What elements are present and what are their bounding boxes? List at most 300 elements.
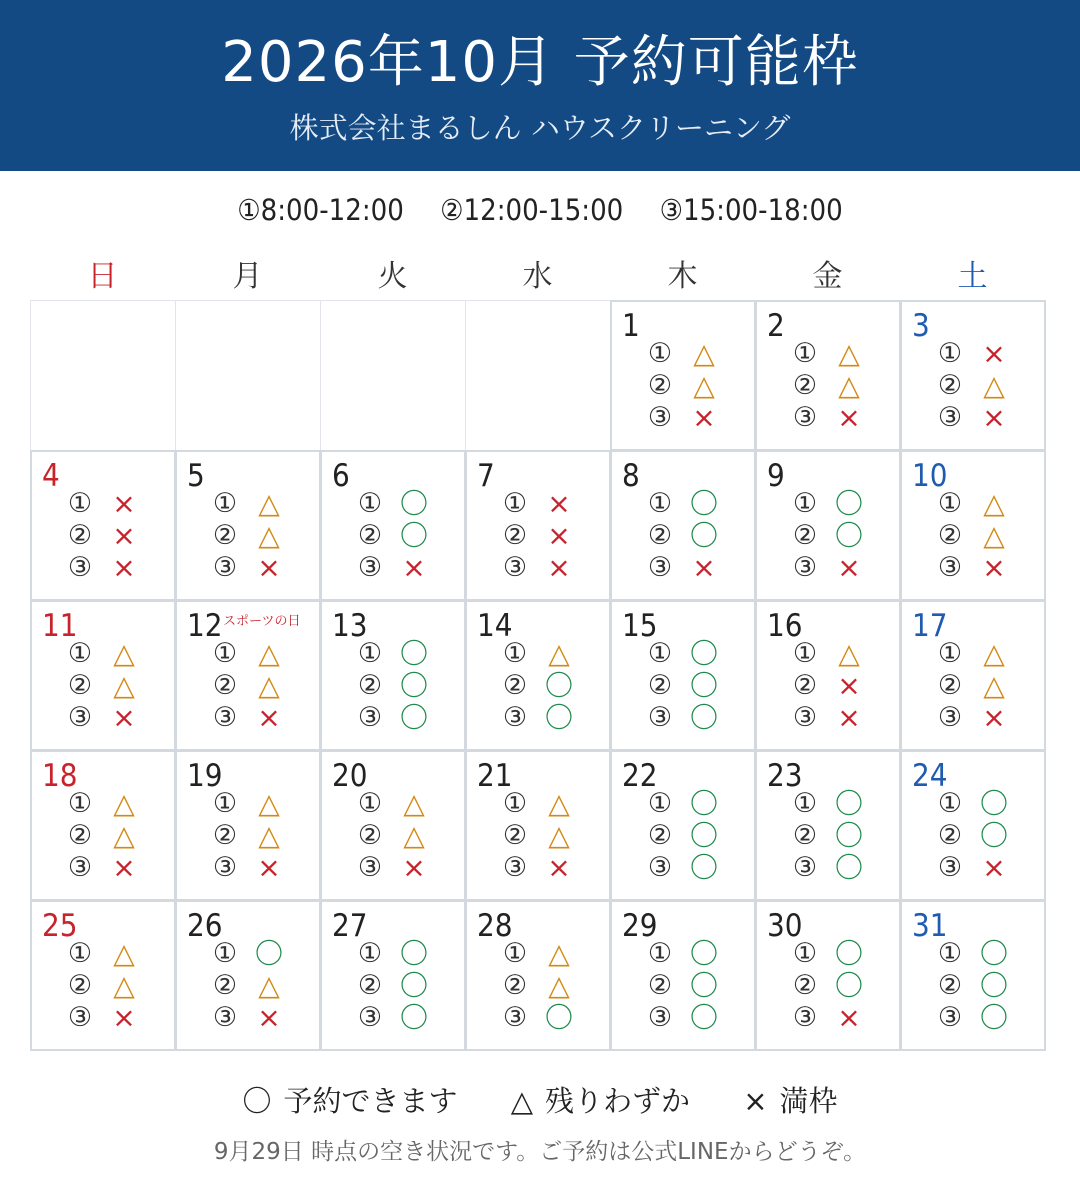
time-slot-3 bbox=[354, 702, 454, 734]
time-slot-3 bbox=[354, 552, 454, 584]
slot-number: ① bbox=[937, 338, 963, 369]
circle-icon: 〇 bbox=[689, 937, 718, 970]
cross-icon: × bbox=[837, 1001, 861, 1034]
slot-number: ③ bbox=[212, 852, 238, 883]
triangle-icon: △ bbox=[510, 1084, 533, 1118]
day-cell bbox=[610, 300, 756, 451]
slot-number: ① bbox=[937, 938, 963, 969]
time-slot-1 bbox=[934, 788, 1034, 820]
slot-number: ② bbox=[67, 670, 93, 701]
weekday-wed: 水 bbox=[522, 259, 553, 294]
cross-icon: × bbox=[692, 551, 716, 584]
day-number: 21 bbox=[477, 758, 513, 794]
circle-icon: 〇 bbox=[979, 1001, 1008, 1034]
time-slot-3 bbox=[789, 1002, 889, 1034]
triangle-icon: △ bbox=[113, 969, 135, 1002]
circle-icon: 〇 bbox=[399, 969, 428, 1002]
slot-number: ② bbox=[792, 820, 818, 851]
circle-icon: 〇 bbox=[544, 669, 573, 702]
circle-icon: 〇 bbox=[834, 519, 863, 552]
time-slot-1 bbox=[64, 938, 164, 970]
slot-number: ② bbox=[502, 520, 528, 551]
circle-icon: 〇 bbox=[544, 701, 573, 734]
slot-number: ② bbox=[937, 520, 963, 551]
circle-icon: 〇 bbox=[399, 637, 428, 670]
triangle-icon: △ bbox=[258, 819, 280, 852]
day-number: 6 bbox=[332, 458, 350, 494]
circle-icon: 〇 bbox=[689, 1001, 718, 1034]
time-slot-2 bbox=[789, 370, 889, 402]
empty-cell bbox=[465, 300, 611, 451]
slot-number: ③ bbox=[792, 402, 818, 433]
time-slot-2 bbox=[789, 970, 889, 1002]
slot-number: ① bbox=[792, 338, 818, 369]
slot-number: ② bbox=[67, 970, 93, 1001]
time-slot-2 bbox=[934, 370, 1034, 402]
time-slot-3 bbox=[499, 552, 599, 584]
time-slot-1 bbox=[644, 338, 744, 370]
circle-icon: 〇 bbox=[689, 669, 718, 702]
slot-number: ① bbox=[67, 488, 93, 519]
slot-number: ② bbox=[792, 520, 818, 551]
day-cell bbox=[610, 450, 756, 601]
slot-number: ① bbox=[67, 638, 93, 669]
time-slot-1 bbox=[499, 488, 599, 520]
day-cell bbox=[900, 300, 1046, 451]
cross-icon: × bbox=[112, 1001, 136, 1034]
slot-number: ③ bbox=[357, 852, 383, 883]
time-slot-2 bbox=[354, 820, 454, 852]
circle-icon: 〇 bbox=[834, 819, 863, 852]
slot-number: ③ bbox=[357, 1002, 383, 1033]
circle-icon: 〇 bbox=[242, 1084, 272, 1118]
slot-number: ① bbox=[647, 788, 673, 819]
slot-number: ① bbox=[647, 938, 673, 969]
triangle-icon: △ bbox=[983, 519, 1005, 552]
circle-icon: 〇 bbox=[834, 937, 863, 970]
cross-icon: × bbox=[112, 701, 136, 734]
circle-icon: 〇 bbox=[399, 669, 428, 702]
triangle-icon: △ bbox=[403, 787, 425, 820]
time-slot-1 bbox=[499, 638, 599, 670]
slot-number: ② bbox=[937, 670, 963, 701]
cross-icon: × bbox=[257, 1001, 281, 1034]
slot-number: ② bbox=[67, 820, 93, 851]
circle-icon: 〇 bbox=[689, 519, 718, 552]
time-slot-3 bbox=[934, 552, 1034, 584]
day-number: 20 bbox=[332, 758, 368, 794]
triangle-icon: △ bbox=[403, 819, 425, 852]
day-cell bbox=[175, 900, 321, 1051]
slot-number: ① bbox=[937, 638, 963, 669]
time-slot-1 bbox=[354, 488, 454, 520]
triangle-icon: △ bbox=[113, 819, 135, 852]
day-cell bbox=[175, 600, 321, 751]
slot-number: ② bbox=[792, 370, 818, 401]
day-cell bbox=[320, 600, 466, 751]
timeslot-3: ③15:00-18:00 bbox=[659, 193, 843, 227]
day-cell bbox=[900, 750, 1046, 901]
cross-icon: × bbox=[982, 701, 1006, 734]
time-slot-3 bbox=[354, 852, 454, 884]
slot-number: ③ bbox=[357, 702, 383, 733]
legend-item-full bbox=[743, 1078, 837, 1124]
time-slot-2 bbox=[499, 520, 599, 552]
slot-number: ② bbox=[357, 670, 383, 701]
page-title: 2026年10月 予約可能枠 bbox=[221, 30, 859, 95]
day-number: 3 bbox=[912, 308, 930, 344]
time-slot-3 bbox=[354, 1002, 454, 1034]
time-slot-2 bbox=[934, 520, 1034, 552]
day-cell bbox=[755, 750, 901, 901]
calendar-grid bbox=[30, 300, 1046, 1051]
header bbox=[0, 0, 1080, 171]
time-slot-3 bbox=[64, 852, 164, 884]
day-number: 28 bbox=[477, 908, 513, 944]
circle-icon: 〇 bbox=[689, 487, 718, 520]
slot-number: ① bbox=[937, 488, 963, 519]
cross-icon: × bbox=[257, 851, 281, 884]
cross-icon: × bbox=[257, 701, 281, 734]
time-slot-3 bbox=[209, 1002, 309, 1034]
slot-number: ① bbox=[502, 638, 528, 669]
triangle-icon: △ bbox=[113, 937, 135, 970]
time-slot-3 bbox=[644, 552, 744, 584]
slot-number: ③ bbox=[647, 552, 673, 583]
circle-icon: 〇 bbox=[834, 851, 863, 884]
slot-number: ③ bbox=[502, 702, 528, 733]
slot-number: ② bbox=[212, 820, 238, 851]
circle-icon: 〇 bbox=[834, 787, 863, 820]
legend-item-ok bbox=[242, 1078, 457, 1124]
time-slot-3 bbox=[499, 702, 599, 734]
slot-number: ① bbox=[357, 638, 383, 669]
cross-icon: × bbox=[547, 551, 571, 584]
slot-number: ② bbox=[792, 970, 818, 1001]
triangle-icon: △ bbox=[258, 787, 280, 820]
time-slot-2 bbox=[209, 670, 309, 702]
weekday-sat: 土 bbox=[957, 259, 988, 294]
weekday-tue: 火 bbox=[377, 259, 408, 294]
slot-number: ③ bbox=[502, 1002, 528, 1033]
slot-number: ② bbox=[937, 970, 963, 1001]
time-slot-1 bbox=[354, 638, 454, 670]
day-number: 17 bbox=[912, 608, 948, 644]
day-number: 25 bbox=[42, 908, 78, 944]
slot-number: ② bbox=[357, 820, 383, 851]
time-slot-1 bbox=[789, 938, 889, 970]
weekday-fri: 金 bbox=[812, 259, 843, 294]
slot-number: ③ bbox=[792, 702, 818, 733]
circle-icon: 〇 bbox=[834, 487, 863, 520]
day-number: 14 bbox=[477, 608, 513, 644]
empty-cell bbox=[30, 300, 176, 451]
time-slot-3 bbox=[209, 852, 309, 884]
time-slot-2 bbox=[209, 820, 309, 852]
legend-label: 満枠 bbox=[779, 1084, 838, 1118]
time-slot-3 bbox=[644, 1002, 744, 1034]
time-slot-1 bbox=[934, 488, 1034, 520]
day-number: 27 bbox=[332, 908, 368, 944]
cross-icon: × bbox=[112, 851, 136, 884]
time-slot-2 bbox=[209, 520, 309, 552]
time-slot-1 bbox=[354, 788, 454, 820]
triangle-icon: △ bbox=[548, 787, 570, 820]
time-slot-1 bbox=[789, 638, 889, 670]
time-slot-2 bbox=[789, 670, 889, 702]
day-cell bbox=[465, 750, 611, 901]
time-slot-2 bbox=[64, 670, 164, 702]
slot-number: ② bbox=[937, 820, 963, 851]
day-number: 2 bbox=[767, 308, 785, 344]
slot-number: ① bbox=[502, 938, 528, 969]
time-slot-3 bbox=[934, 1002, 1034, 1034]
slot-number: ② bbox=[212, 970, 238, 1001]
day-number: 9 bbox=[767, 458, 785, 494]
time-slot-3 bbox=[64, 1002, 164, 1034]
day-number: 22 bbox=[622, 758, 658, 794]
time-slot-2 bbox=[354, 670, 454, 702]
triangle-icon: △ bbox=[693, 337, 715, 370]
day-cell bbox=[465, 600, 611, 751]
slot-number: ① bbox=[792, 938, 818, 969]
cross-icon: × bbox=[837, 701, 861, 734]
time-slot-1 bbox=[934, 338, 1034, 370]
slot-number: ③ bbox=[67, 1002, 93, 1033]
triangle-icon: △ bbox=[548, 937, 570, 970]
slot-number: ③ bbox=[67, 852, 93, 883]
day-number: 13 bbox=[332, 608, 368, 644]
day-cell bbox=[755, 900, 901, 1051]
cross-icon: × bbox=[112, 551, 136, 584]
cross-icon: × bbox=[547, 519, 571, 552]
timeslot-1: ①8:00-12:00 bbox=[237, 193, 404, 227]
time-slot-1 bbox=[209, 938, 309, 970]
legend-label: 予約できます bbox=[283, 1084, 458, 1118]
slot-number: ③ bbox=[67, 702, 93, 733]
triangle-icon: △ bbox=[258, 969, 280, 1002]
day-number: 16 bbox=[767, 608, 803, 644]
circle-icon: 〇 bbox=[399, 519, 428, 552]
slot-number: ② bbox=[212, 670, 238, 701]
triangle-icon: △ bbox=[113, 787, 135, 820]
day-number: 24 bbox=[912, 758, 948, 794]
slot-number: ③ bbox=[937, 402, 963, 433]
day-cell bbox=[900, 600, 1046, 751]
slot-number: ① bbox=[357, 788, 383, 819]
slot-number: ② bbox=[67, 520, 93, 551]
day-number: 8 bbox=[622, 458, 640, 494]
weekday-mon: 月 bbox=[232, 259, 263, 294]
day-cell bbox=[30, 600, 176, 751]
day-cell bbox=[900, 900, 1046, 1051]
slot-number: ① bbox=[937, 788, 963, 819]
time-slot-1 bbox=[354, 938, 454, 970]
cross-icon: × bbox=[743, 1084, 768, 1118]
cross-icon: × bbox=[547, 851, 571, 884]
day-number: 18 bbox=[42, 758, 78, 794]
slot-number: ② bbox=[647, 970, 673, 1001]
timeslot-legend bbox=[0, 188, 1080, 232]
day-cell bbox=[175, 450, 321, 601]
triangle-icon: △ bbox=[113, 669, 135, 702]
time-slot-1 bbox=[789, 488, 889, 520]
triangle-icon: △ bbox=[838, 337, 860, 370]
slot-number: ③ bbox=[212, 702, 238, 733]
time-slot-2 bbox=[499, 820, 599, 852]
day-number: 15 bbox=[622, 608, 658, 644]
cross-icon: × bbox=[402, 851, 426, 884]
day-cell bbox=[465, 900, 611, 1051]
time-slot-3 bbox=[64, 552, 164, 584]
slot-number: ② bbox=[647, 820, 673, 851]
time-slot-2 bbox=[209, 970, 309, 1002]
slot-number: ① bbox=[357, 938, 383, 969]
circle-icon: 〇 bbox=[689, 819, 718, 852]
day-cell bbox=[30, 450, 176, 601]
time-slot-3 bbox=[209, 702, 309, 734]
triangle-icon: △ bbox=[548, 969, 570, 1002]
slot-number: ① bbox=[212, 488, 238, 519]
weekday-sun: 日 bbox=[87, 259, 118, 294]
time-slot-3 bbox=[644, 852, 744, 884]
day-cell bbox=[30, 750, 176, 901]
time-slot-3 bbox=[934, 852, 1034, 884]
time-slot-1 bbox=[789, 788, 889, 820]
circle-icon: 〇 bbox=[979, 787, 1008, 820]
slot-number: ③ bbox=[212, 1002, 238, 1033]
day-cell bbox=[610, 600, 756, 751]
triangle-icon: △ bbox=[258, 487, 280, 520]
slot-number: ③ bbox=[647, 852, 673, 883]
day-number: 11 bbox=[42, 608, 78, 644]
empty-cell bbox=[320, 300, 466, 451]
time-slot-2 bbox=[934, 670, 1034, 702]
time-slot-2 bbox=[789, 520, 889, 552]
triangle-icon: △ bbox=[548, 637, 570, 670]
day-number: 30 bbox=[767, 908, 803, 944]
slot-number: ③ bbox=[357, 552, 383, 583]
cross-icon: × bbox=[837, 401, 861, 434]
time-slot-2 bbox=[644, 670, 744, 702]
slot-number: ③ bbox=[937, 1002, 963, 1033]
day-number: 7 bbox=[477, 458, 495, 494]
time-slot-3 bbox=[499, 852, 599, 884]
time-slot-3 bbox=[789, 552, 889, 584]
triangle-icon: △ bbox=[983, 669, 1005, 702]
day-number: 4 bbox=[42, 458, 60, 494]
triangle-icon: △ bbox=[838, 637, 860, 670]
time-slot-2 bbox=[644, 520, 744, 552]
time-slot-1 bbox=[64, 638, 164, 670]
cross-icon: × bbox=[257, 551, 281, 584]
time-slot-1 bbox=[644, 488, 744, 520]
time-slot-3 bbox=[209, 552, 309, 584]
triangle-icon: △ bbox=[548, 819, 570, 852]
time-slot-2 bbox=[354, 520, 454, 552]
slot-number: ① bbox=[792, 788, 818, 819]
slot-number: ③ bbox=[647, 1002, 673, 1033]
triangle-icon: △ bbox=[838, 369, 860, 402]
slot-number: ② bbox=[502, 970, 528, 1001]
circle-icon: 〇 bbox=[399, 487, 428, 520]
time-slot-2 bbox=[934, 970, 1034, 1002]
day-number: 29 bbox=[622, 908, 658, 944]
circle-icon: 〇 bbox=[689, 637, 718, 670]
status-legend bbox=[0, 1078, 1080, 1124]
time-slot-2 bbox=[354, 970, 454, 1002]
company-name: 株式会社まるしん ハウスクリーニング bbox=[289, 111, 791, 145]
slot-number: ① bbox=[647, 338, 673, 369]
day-number: 26 bbox=[187, 908, 223, 944]
slot-number: ② bbox=[647, 370, 673, 401]
slot-number: ③ bbox=[792, 1002, 818, 1033]
time-slot-3 bbox=[789, 402, 889, 434]
slot-number: ② bbox=[212, 520, 238, 551]
slot-number: ② bbox=[792, 670, 818, 701]
day-cell bbox=[465, 450, 611, 601]
slot-number: ② bbox=[647, 520, 673, 551]
circle-icon: 〇 bbox=[979, 969, 1008, 1002]
time-slot-1 bbox=[934, 638, 1034, 670]
cross-icon: × bbox=[837, 669, 861, 702]
time-slot-2 bbox=[644, 820, 744, 852]
cross-icon: × bbox=[982, 851, 1006, 884]
weekday-header bbox=[30, 255, 1046, 299]
holiday-label: スポーツの日 bbox=[223, 614, 301, 629]
slot-number: ③ bbox=[937, 552, 963, 583]
cross-icon: × bbox=[982, 337, 1006, 370]
time-slot-2 bbox=[789, 820, 889, 852]
slot-number: ② bbox=[502, 820, 528, 851]
day-cell bbox=[175, 750, 321, 901]
time-slot-3 bbox=[64, 702, 164, 734]
time-slot-2 bbox=[644, 970, 744, 1002]
circle-icon: 〇 bbox=[979, 937, 1008, 970]
slot-number: ③ bbox=[937, 852, 963, 883]
time-slot-1 bbox=[644, 938, 744, 970]
day-number: 1 bbox=[622, 308, 640, 344]
time-slot-1 bbox=[64, 488, 164, 520]
time-slot-2 bbox=[644, 370, 744, 402]
cross-icon: × bbox=[112, 519, 136, 552]
time-slot-1 bbox=[789, 338, 889, 370]
time-slot-1 bbox=[209, 488, 309, 520]
slot-number: ① bbox=[647, 638, 673, 669]
time-slot-1 bbox=[644, 638, 744, 670]
time-slot-2 bbox=[64, 970, 164, 1002]
empty-cell bbox=[175, 300, 321, 451]
day-cell bbox=[30, 900, 176, 1051]
time-slot-3 bbox=[499, 1002, 599, 1034]
circle-icon: 〇 bbox=[689, 701, 718, 734]
day-number: 12 bbox=[187, 608, 223, 644]
slot-number: ③ bbox=[502, 552, 528, 583]
slot-number: ② bbox=[647, 670, 673, 701]
slot-number: ③ bbox=[647, 402, 673, 433]
slot-number: ① bbox=[212, 788, 238, 819]
slot-number: ③ bbox=[792, 852, 818, 883]
day-cell bbox=[755, 600, 901, 751]
legend-label: 残りわずか bbox=[545, 1084, 691, 1118]
triangle-icon: △ bbox=[983, 369, 1005, 402]
day-number: 23 bbox=[767, 758, 803, 794]
slot-number: ② bbox=[357, 520, 383, 551]
slot-number: ① bbox=[792, 488, 818, 519]
time-slot-1 bbox=[499, 788, 599, 820]
day-number: 5 bbox=[187, 458, 205, 494]
circle-icon: 〇 bbox=[254, 937, 283, 970]
